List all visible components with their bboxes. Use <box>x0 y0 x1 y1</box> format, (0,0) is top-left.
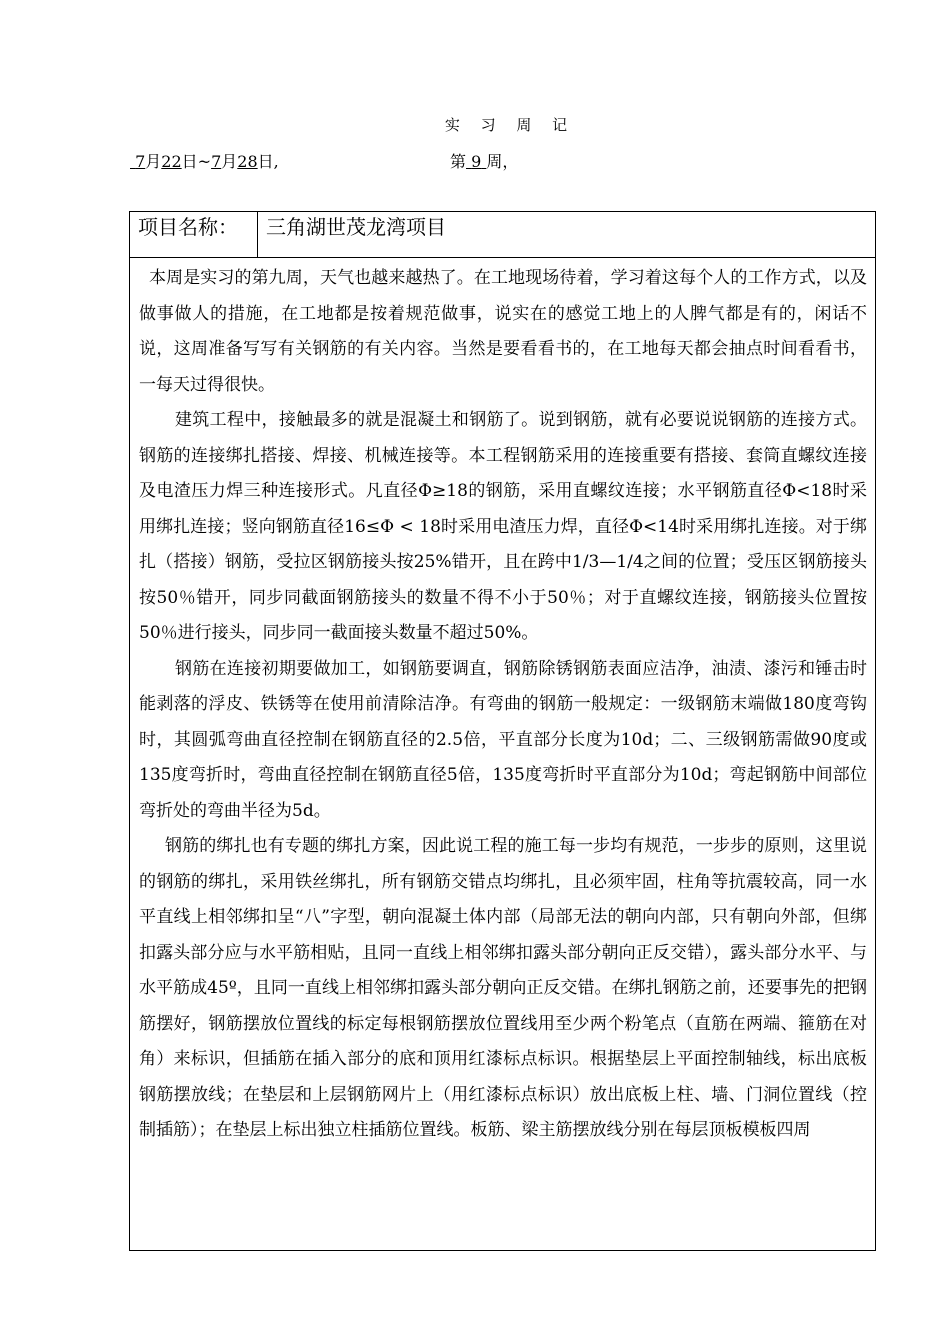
week-value: 9 <box>471 152 482 171</box>
project-name: 三角湖世茂龙湾项目 <box>266 215 446 239</box>
project-label: 项目名称： <box>130 212 258 257</box>
end-day: 28 <box>237 152 258 171</box>
document-title: 实 习 周 记 <box>444 116 576 134</box>
week-number: 第 9 周， <box>450 152 519 171</box>
end-month: 7 <box>211 152 222 171</box>
start-day: 22 <box>161 152 182 171</box>
project-row <box>130 212 875 258</box>
start-month: 7 <box>135 152 146 171</box>
paragraph-4: 钢筋的绑扎也有专题的绑扎方案，因此说工程的施工每一步均有规范，一步步的原则，这里说的钢筋的绑扎，采用铁丝绑扎，所有钢筋交错点均绑扎，且必须牢固，柱角等抗震较高，同一水平直线上相邻绑扣呈“八”字型，朝向混凝土体内部（局部无法的朝向内部，只有朝向外部，但绑扣露头部分应与水平筋相贴，且同一直线上相邻绑扣露头部分朝向正反交错），露头部分水平、与水平筋成45º，且同一直线上相邻绑扣露头部分朝向正反交错。在绑扎钢筋之前，还要事先的把钢筋摆好，钢筋摆放位置线的标定每根钢筋摆放位置线用至少两个粉笔点（直筋在两端、箍筋在对角）来标识，但插筋在插入部分的底和顶用红漆标点标识。根据垫层上平面控制轴线，标出底板钢筋摆放线；在垫层和上层钢筋网片上（用红漆标点标识）放出底板上柱、墙、门洞位置线（控制插筋）；在垫层上标出独立柱插筋位置线。板筋、梁主筋摆放线分别在每层顶板模板四周 <box>139 836 867 1140</box>
report-table <box>129 211 876 1251</box>
report-body <box>130 258 875 1149</box>
date-range: 7月22日~7月28日, <box>130 149 279 172</box>
paragraph-1: 本周是实习的第九周，天气也越来越热了。在工地现场待着，学习着这每个人的工作方式，以及做事做人的措施，在工地都是按着规范做事，说实在的感觉工地上的人脾气都是有的，闲话不说，这周准备写写有关钢筋的有关内容。当然是要看看书的，在工地每天都会抽点时间看看书，一每天过得很快。 <box>139 268 867 395</box>
paragraph-3: 钢筋在连接初期要做加工，如钢筋要调直，钢筋除锈钢筋表面应洁净，油渍、漆污和锤击时能剥落的浮皮、铁锈等在使用前清除洁净。有弯曲的钢筋一般规定：一级钢筋末端做180度弯钩时，其圆弧弯曲直径控制在钢筋直径的2.5倍，平直部分长度为10d；二、三级钢筋需做90度或135度弯折时，弯曲直径控制在钢筋直径5倍，135度弯折时平直部分为10d；弯起钢筋中间部位弯折处的弯曲半径为5d。 <box>139 658 867 821</box>
paragraph-2: 建筑工程中，接触最多的就是混凝土和钢筋了。说到钢筋，就有必要说说钢筋的连接方式。钢筋的连接绑扎搭接、焊接、机械连接等。本工程钢筋采用的连接重要有搭接、套筒直螺纹连接及电渣压力焊三种连接形式。凡直径Φ≥18的钢筋，采用直螺纹连接；水平钢筋直径Φ<18时采用绑扎连接；竖向钢筋直径16≤Φ < 18时采用电渣压力焊，直径Φ<14时采用绑扎连接。对于绑扎（搭接）钢筋，受拉区钢筋接头按25%错开，且在跨中1/3—1/4之间的位置；受压区钢筋接头按50％错开，同步同截面钢筋接头的数量不得不小于50％；对于直螺纹连接，钢筋接头位置按50％进行接头，同步同一截面接头数量不超过50%。 <box>139 410 867 643</box>
